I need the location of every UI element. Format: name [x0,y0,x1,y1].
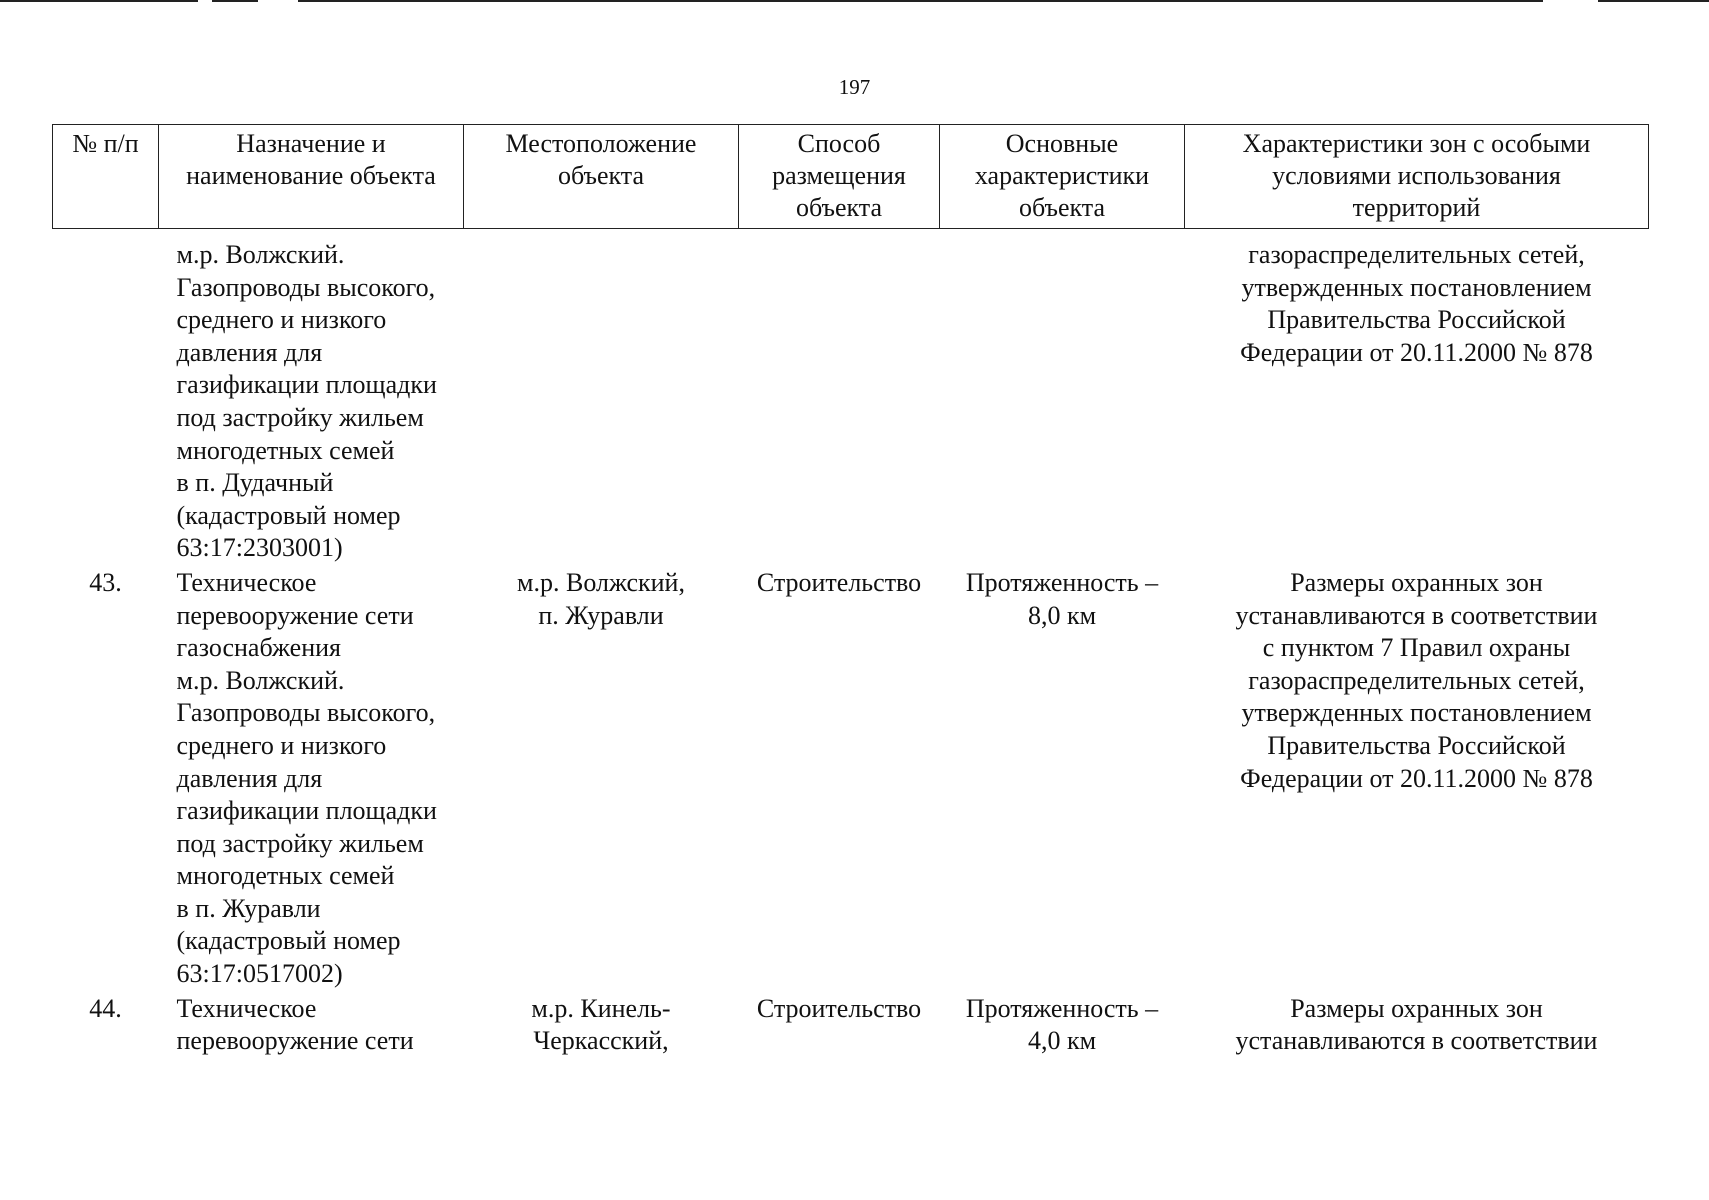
header-placement-method: Способ размещения объекта [739,125,940,229]
row-main-characteristics: Протяженность – 8,0 км [965,567,1159,630]
scan-artifact-line [212,0,258,2]
row-location: м.р. Волжский, п. Журавли [517,567,685,630]
row-number: 43. [89,567,122,597]
row-zone-characteristics: Размеры охранных зон устанавливаются в соответствии с пунктом 7 Правил охраны газораспределительных сетей, утвержденных постановлением Правительства Российской Федерации от 20.11.2000 № 878 [1235,567,1598,793]
header-zone-characteristics: Характеристики зон с особыми условиями использования территорий [1185,125,1649,229]
table-row [53,567,1649,993]
scan-artifact-line [1598,0,1709,2]
row-main-characteristics [940,229,1185,567]
header-location: Местоположение объекта [464,125,739,229]
scan-artifact-line [0,0,198,2]
table-header-row [53,125,1649,229]
header-number: № п/п [53,125,159,229]
row-number: 44. [89,993,122,1023]
table-row [53,993,1649,1060]
row-number [53,229,159,567]
row-location [464,229,739,567]
header-object-name: Назначение и наименование объекта [159,125,464,229]
table-row [53,229,1649,567]
page-number: 197 [838,75,871,99]
objects-table [52,124,1649,1060]
row-zone-characteristics: Размеры охранных зон устанавливаются в соответствии [1235,993,1598,1056]
row-zone-characteristics: газораспределительных сетей, утвержденных постановлением Правительства Российской Федерации от 20.11.2000 № 878 [1240,240,1593,367]
row-placement-method [739,229,940,567]
row-placement-method: Строительство [756,567,922,597]
row-object-name: м.р. Волжский. Газопроводы высокого, среднего и низкого давления для газификации площадки под застройку жильем многодетных семей в п. Дудачный (кадастровый номер 63:17:2303001) [176,240,437,563]
row-location: м.р. Кинель- Черкасский, [531,993,671,1056]
row-object-name: Техническое перевооружение сети газоснабжения м.р. Волжский. Газопроводы высокого, среднего и низкого давления для газификации площадки под застройку жильем многодетных семей в п. Журавли (кадастровый номер 63:17:0517002) [176,567,437,989]
row-object-name: Техническое перевооружение сети [176,993,414,1056]
row-placement-method: Строительство [756,993,922,1023]
scan-artifact-line [298,0,1543,2]
row-main-characteristics: Протяженность – 4,0 км [965,993,1159,1056]
header-main-characteristics: Основные характеристики объекта [940,125,1185,229]
